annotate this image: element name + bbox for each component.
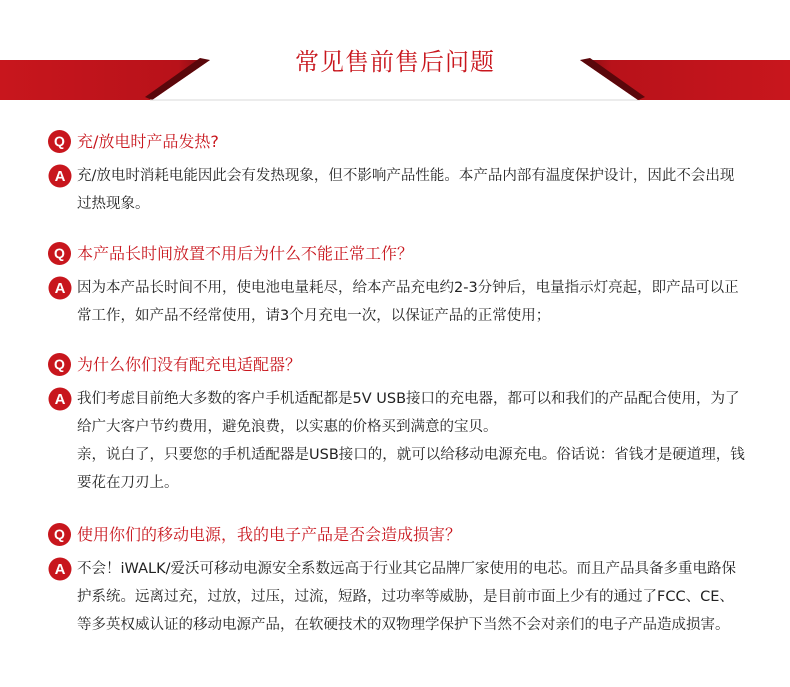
- q-icon: Q: [48, 242, 71, 265]
- answer-block: [48, 555, 748, 639]
- question-text: 充/放电时产品发热?: [77, 132, 219, 151]
- svg-text:A: A: [54, 561, 66, 578]
- q-icon: Q: [48, 523, 71, 546]
- faq-item: [48, 240, 748, 330]
- answer-text: [77, 162, 748, 218]
- answer-paragraph: 因为本产品长时间不用，使电池电量耗尽，给本产品充电约2-3分钟后，电量指示灯亮起，即产品可以正常工作，如产品不经常使用，请3个月充电一次，以保证产品的正常使用；: [77, 280, 739, 324]
- answer-paragraph: 不会！iWALK/爱沃可移动电源安全系数远高于行业其它品牌厂家使用的电芯。而且产品具备多重电路保护系统。远离过充，过放，过压，过流，短路，过功率等威胁，是目前市面上少有的通过了FCC、CE、等多英权威认证的移动电源产品，在软硬技术的双物理学保护下当然不会对亲们的电子产品造成损害。: [77, 561, 736, 633]
- answer-block: [48, 162, 748, 218]
- answer-block: [48, 385, 748, 497]
- question-text: 使用你们的移动电源，我的电子产品是否会造成损害？: [77, 525, 462, 544]
- answer-paragraph: 充/放电时消耗电能因此会有发热现象，但不影响产品性能。本产品内部有温度保护设计，因此不会出现过热现象。: [77, 168, 735, 212]
- question-row: [48, 128, 748, 156]
- q-icon: Q: [48, 353, 71, 376]
- question-text: 为什么你们没有配充电适配器？: [77, 355, 302, 374]
- answer-paragraph: 亲，说白了，只要您的手机适配器是USB接口的，就可以给移动电源充电。俗话说：省钱才是硬道理，钱要花在刀刃上。: [77, 447, 745, 491]
- answer-text: [77, 274, 748, 330]
- answer-text: [77, 385, 748, 497]
- page-title: 常见售前售后问题: [295, 48, 495, 76]
- question-row: [48, 351, 748, 379]
- question-row: [48, 521, 748, 549]
- header-banner: [0, 0, 790, 105]
- question-row: [48, 240, 748, 268]
- svg-text:A: A: [54, 168, 66, 185]
- faq-item: [48, 351, 748, 497]
- svg-text:A: A: [54, 280, 66, 297]
- answer-block: [48, 274, 748, 330]
- question-text: 本产品长时间放置不用后为什么不能正常工作？: [77, 244, 414, 263]
- faq-item: [48, 521, 748, 639]
- svg-text:A: A: [54, 391, 66, 408]
- faq-item: [48, 128, 748, 218]
- q-icon: Q: [48, 130, 71, 153]
- answer-paragraph: 我们考虑目前绝大多数的客户手机适配都是5V USB接口的充电器，都可以和我们的产品配合使用，为了给广大客户节约费用，避免浪费，以实惠的价格买到满意的宝贝。: [77, 391, 740, 435]
- answer-text: [77, 555, 748, 639]
